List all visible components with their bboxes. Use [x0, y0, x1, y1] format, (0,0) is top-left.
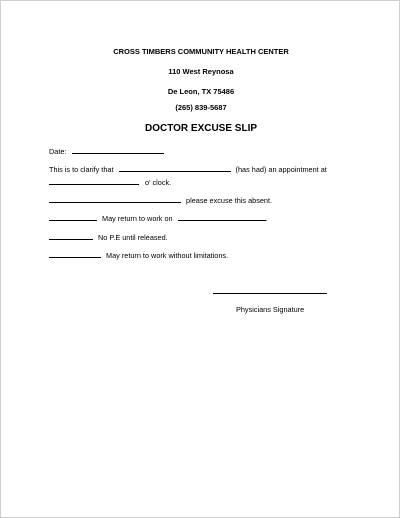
address-line-2: De Leon, TX 75486 — [167, 87, 235, 96]
signature-label: Physicians Signature — [236, 305, 305, 314]
return-date-row — [49, 213, 268, 223]
return-check-blank[interactable] — [49, 213, 97, 221]
return-period: . — [265, 214, 268, 223]
form-title: DOCTOR EXCUSE SLIP — [144, 123, 258, 134]
date-row — [49, 146, 164, 156]
no-limits-blank[interactable] — [49, 250, 101, 258]
no-limits-row — [49, 250, 228, 260]
time-blank[interactable] — [49, 177, 139, 185]
oclock-label: o' clock. — [145, 178, 172, 187]
return-label: May return to work on — [102, 214, 173, 223]
patient-name-blank[interactable] — [119, 164, 231, 172]
date-blank[interactable] — [72, 146, 164, 154]
no-limits-label: May return to work without limitations. — [106, 251, 229, 260]
no-pe-blank[interactable] — [49, 232, 93, 240]
excuse-blank[interactable] — [49, 195, 181, 203]
organization-name: CROSS TIMBERS COMMUNITY HEALTH CENTER — [113, 47, 289, 56]
no-pe-label: No P.E until released. — [98, 233, 168, 242]
excuse-row — [49, 195, 272, 205]
signature-line[interactable] — [213, 293, 327, 294]
excuse-label: please excuse this absent. — [186, 196, 273, 205]
address-line-1: 110 West Reynosa — [168, 67, 234, 76]
clarify-prefix: This is to clarify that — [49, 165, 114, 174]
return-date-blank[interactable] — [178, 213, 266, 221]
date-label: Date: — [49, 147, 67, 156]
time-row — [49, 177, 171, 187]
clarify-row — [49, 164, 327, 174]
clarify-suffix: (has had) an appointment at — [235, 165, 327, 174]
phone-number: (265) 839-5687 — [175, 103, 227, 112]
no-pe-row — [49, 232, 168, 242]
